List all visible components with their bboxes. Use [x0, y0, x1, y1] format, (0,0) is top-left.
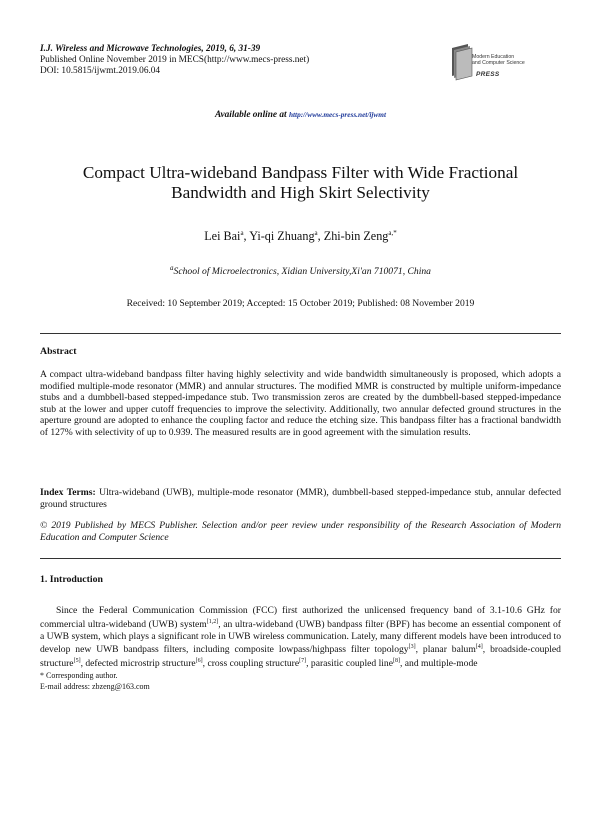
abstract-text: A compact ultra-wideband bandpass filter having highly selectivity and wide bandwidth simultaneously is proposed, which adopts a modified multiple-mode resonator (MMR) and annular structures. The modified MMR is constructed by multiple uniform-impedance stubs and a dumbbell-based stepped-impedance stub. Two transmission zeros are created by the dumbbell-based stepped-impedance stub at the lower and upper cutoff frequencies to improve the selectivity. Additionally, two annular defected ground structures in the aperture ground are adopted to enhance the coupling factor and reduce the etching size. This bandpass filter has a fractional bandwidth of 127% with selectivity of up to 0.939. The measured results are in good agreement with the simulation results. [40, 369, 561, 438]
introduction-text: Since the Federal Communication Commission (FCC) first authorized the unlicensed frequency band of 3.1-10.6 GHz for commercial ultra-wideband (UWB) system[1,2], an ultra-wideband (UWB) bandpass filter (BPF) has become an essential component of a UWB system, which plays a significant role in UWB wireless communication. Lately, many different models have been introduced to develop new UWB bandpass filters, including composite lowpass/highpass filter topology[3], planar balum[4], broadside-coupled structure[5], defected microstrip structure[6], cross coupling structure[7], parasitic coupled line[8], and multiple-mode [40, 605, 561, 670]
citation: [4] [475, 644, 483, 651]
author-name: Lei Bai [204, 229, 241, 244]
divider [40, 333, 561, 334]
index-terms-label: Index Terms: [40, 487, 96, 498]
paper-title: Compact Ultra-wideband Bandpass Filter with Wide Fractional Bandwidth and High Skirt Selectivity [82, 163, 519, 202]
footnote-email: E-mail address: zbzeng@163.com [40, 682, 150, 691]
publication-info: Published Online November 2019 in MECS(http://www.mecs-press.net) [40, 55, 310, 65]
footnote-corresponding: * Corresponding author. [40, 671, 118, 680]
publication-dates: Received: 10 September 2019; Accepted: 15 October 2019; Published: 08 November 2019 [126, 298, 475, 309]
journal-citation: I.J. Wireless and Microwave Technologies, 2019, 6, 31-39 [40, 44, 261, 54]
journal-link[interactable]: http://www.mecs-press.net/ijwmt [288, 110, 386, 119]
index-terms: Index Terms: Ultra-wideband (UWB), multiple-mode resonator (MMR), dumbbell-based stepped-impedance stub, annular defected ground structures [40, 487, 561, 510]
copyright-notice: © 2019 Published by MECS Publisher. Selection and/or peer review under responsibility of the Research Association of Modern Education and Computer Science [40, 520, 561, 543]
affiliation: $^a$School of Microelectronics, Xidian University,Xi'an 710071, China [170, 264, 431, 278]
available-online: Available online at http://www.mecs-press.net/ijwmt [215, 110, 386, 120]
book-icon [448, 42, 474, 82]
divider [40, 558, 561, 559]
author-list: Lei Bai$^a$, Yi-qi Zhuang$^a$, Zhi-bin Zeng$^{a,*}$ [204, 229, 397, 244]
doi: DOI: 10.5815/ijwmt.2019.06.04 [40, 66, 161, 76]
abstract-heading: Abstract [40, 346, 77, 357]
publisher-logo [448, 38, 558, 84]
citation: [7] [299, 658, 307, 665]
citation: [1,2] [206, 618, 219, 625]
publisher-name: Modern Education and Computer Science [472, 54, 525, 66]
introduction-heading: 1. Introduction [40, 574, 103, 585]
press-wordmark: PRESS [476, 71, 500, 78]
citation: [3] [408, 644, 416, 651]
author-name: Zhi-bin Zeng [323, 229, 389, 244]
journal-header [40, 44, 440, 77]
citation: [6] [195, 658, 203, 665]
author-name: Yi-qi Zhuang [249, 229, 315, 244]
citation: [5] [73, 658, 81, 665]
citation: [8] [392, 658, 400, 665]
